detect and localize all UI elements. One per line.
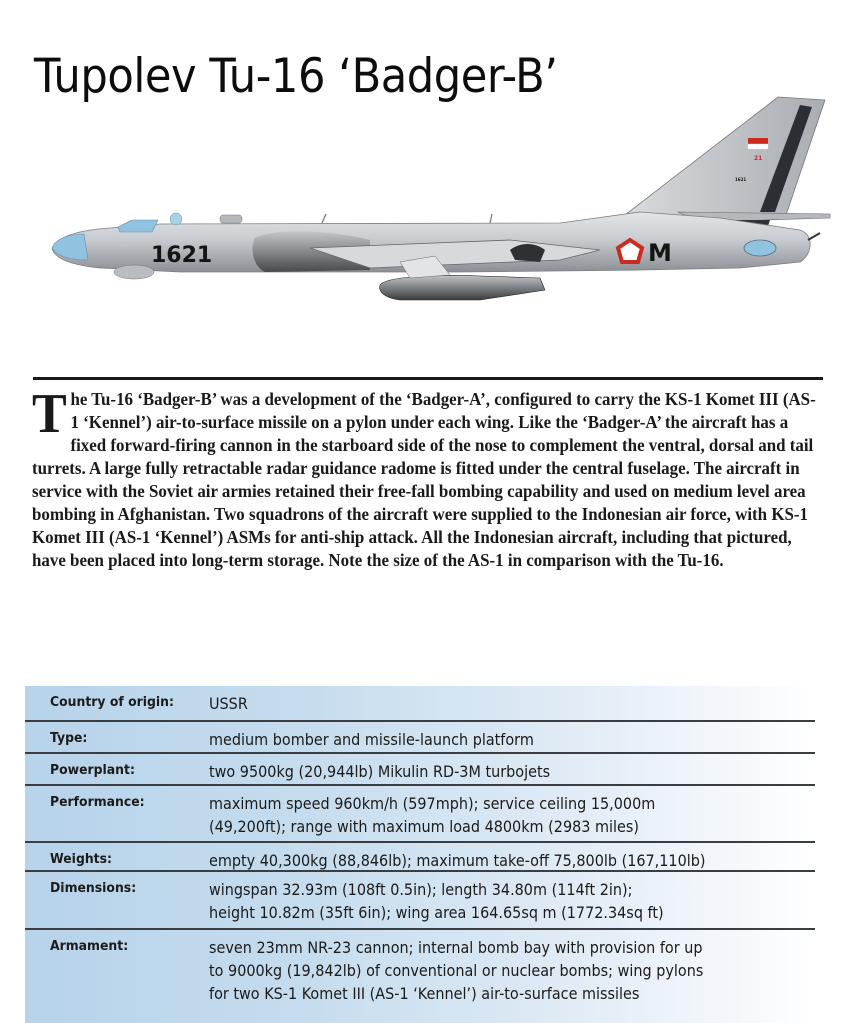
specifications-table: [25, 686, 815, 1023]
cockpit: [118, 220, 158, 232]
spec-row-weights: [25, 843, 815, 872]
spec-value: maximum speed 960km/h (597mph); service ceiling 15,000m (49,200ft); range with maximum load 4800km (2983 miles): [209, 794, 656, 836]
spec-row-type: [25, 722, 815, 754]
spec-value: USSR: [209, 694, 248, 713]
spec-value: medium bomber and missile-launch platform: [209, 730, 534, 749]
section-divider: [33, 377, 823, 380]
spec-label: Weights:: [50, 851, 112, 867]
spec-value: empty 40,300kg (88,846lb); maximum take-off 75,800lb (167,110lb): [209, 851, 706, 870]
spec-row-dimensions: [25, 872, 815, 930]
spec-row-performance: [25, 786, 815, 843]
tail-number: 21: [754, 155, 763, 162]
spec-value: seven 23mm NR-23 cannon; internal bomb bay with provision for up to 9000kg (19,842lb) of conventional or nuclear bombs; wing pylons for two KS-1 Komet III (AS-1 ‘Kennel’) air-to-surface missiles: [209, 938, 704, 1003]
spec-row-powerplant: [25, 754, 815, 786]
tail-serial: 1621: [735, 177, 747, 182]
spec-label: Dimensions:: [50, 880, 137, 896]
aircraft-illustration: [40, 90, 840, 320]
dorsal-blister: [170, 213, 182, 225]
spec-row-country: [25, 686, 815, 722]
missile: [380, 275, 545, 300]
spec-value: two 9500kg (20,944lb) Mikulin RD-3M turbojets: [209, 762, 551, 781]
flag-white: [748, 144, 768, 149]
article-body: [32, 383, 821, 572]
vertical-tail: [625, 97, 825, 218]
roundel: [618, 240, 642, 262]
roundel-letter: M: [648, 239, 672, 267]
spec-row-armament: [25, 930, 815, 1020]
flag-red: [748, 138, 768, 144]
drop-cap: T: [32, 383, 67, 445]
spec-label: Country of origin:: [50, 694, 174, 710]
spec-label: Type:: [50, 730, 88, 746]
spec-label: Performance:: [50, 794, 145, 810]
page-title: Tupolev Tu-16 ‘Badger-B’: [34, 49, 558, 105]
article-paragraph: he Tu-16 ‘Badger-B’ was a development of the ‘Badger-A’, configured to carry the KS-1 Komet III (AS-1 ‘Kennel’) air-to-surface missile on a pylon under each wing. Like the ‘Badger-A’ the aircraft has a fixed forward-firing cannon in the starboard side of the nose to complement the ventral, dorsal and tail turrets. A large fully retractable radar guidance radome is fitted under the central fuselage. The aircraft in service with the Soviet air armies retained their free-fall bombing capability and used on medium level area bombing in Afghanistan. Two squadrons of the aircraft were supplied to the Indonesian air force, with KS-1 Komet III (AS-1 ‘Kennel’) ASMs for anti-ship attack. All the Indonesian aircraft, including that pictured, have been placed into long-term storage. Note the size of the AS-1 in comparison with the Tu-16.: [32, 389, 816, 570]
spec-value: wingspan 32.93m (108ft 0.5in); length 34.80m (114ft 2in); height 10.82m (35ft 6in); wing area 164.65sq m (1772.34sq ft): [209, 880, 664, 922]
spec-label: Powerplant:: [50, 762, 135, 778]
fuselage-code: 1621: [151, 243, 213, 268]
spec-label: Armament:: [50, 938, 129, 954]
